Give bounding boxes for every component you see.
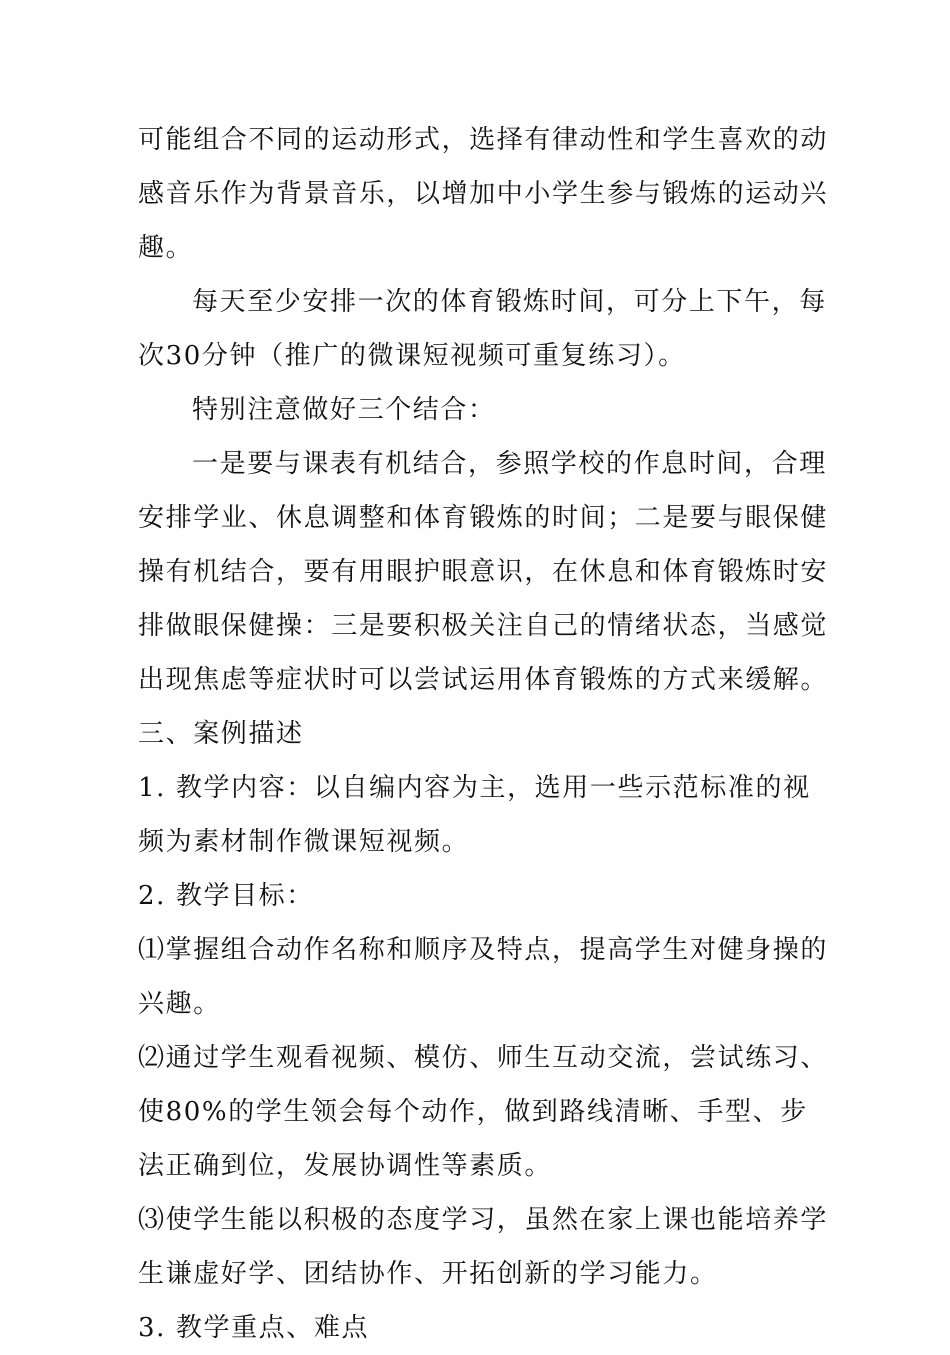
document-body <box>138 113 828 1355</box>
list-item-goal-3: ⑶使学生能以积极的态度学习，虽然在家上课也能培养学生谦虚好学、团结协作、开拓创新的学习能力。 <box>138 1205 829 1289</box>
section-heading: 三、案例描述 <box>138 719 304 749</box>
paragraph-exercise-time: 每天至少安排一次的体育锻炼时间，可分上下午，每次30分钟（推广的微课短视频可重复练习）。 <box>138 287 827 371</box>
list-item-goal-1: ⑴掌握组合动作名称和顺序及特点，提高学生对健身操的兴趣。 <box>138 935 829 1019</box>
paragraph-three-combinations: 特别注意做好三个结合： <box>192 395 496 425</box>
list-item-key-points: 3. 教学重点、难点 <box>138 1313 370 1343</box>
list-item-teaching-content: 1. 教学内容：以自编内容为主，选用一些示范标准的视频为素材制作微课短视频。 <box>138 773 811 857</box>
paragraph-continuation: 可能组合不同的运动形式，选择有律动性和学生喜欢的动感音乐作为背景音乐，以增加中小学生参与锻炼的运动兴趣。 <box>138 125 829 263</box>
paragraph-combination-details: 一是要与课表有机结合，参照学校的作息时间，合理安排学业、休息调整和体育锻炼的时间；二是要与眼保健操有机结合，要有用眼护眼意识，在休息和体育锻炼时安排做眼保健操：三是要积极关注自己的情绪状态，当感觉出现焦虑等症状时可以尝试运用体育锻炼的方式来缓解。 <box>138 449 829 695</box>
list-item-teaching-goals: 2. 教学目标： <box>138 881 314 911</box>
list-item-goal-2: ⑵通过学生观看视频、模仿、师生互动交流，尝试练习、使80%的学生领会每个动作，做到路线清晰、手型、步法正确到位，发展协调性等素质。 <box>138 1043 829 1181</box>
